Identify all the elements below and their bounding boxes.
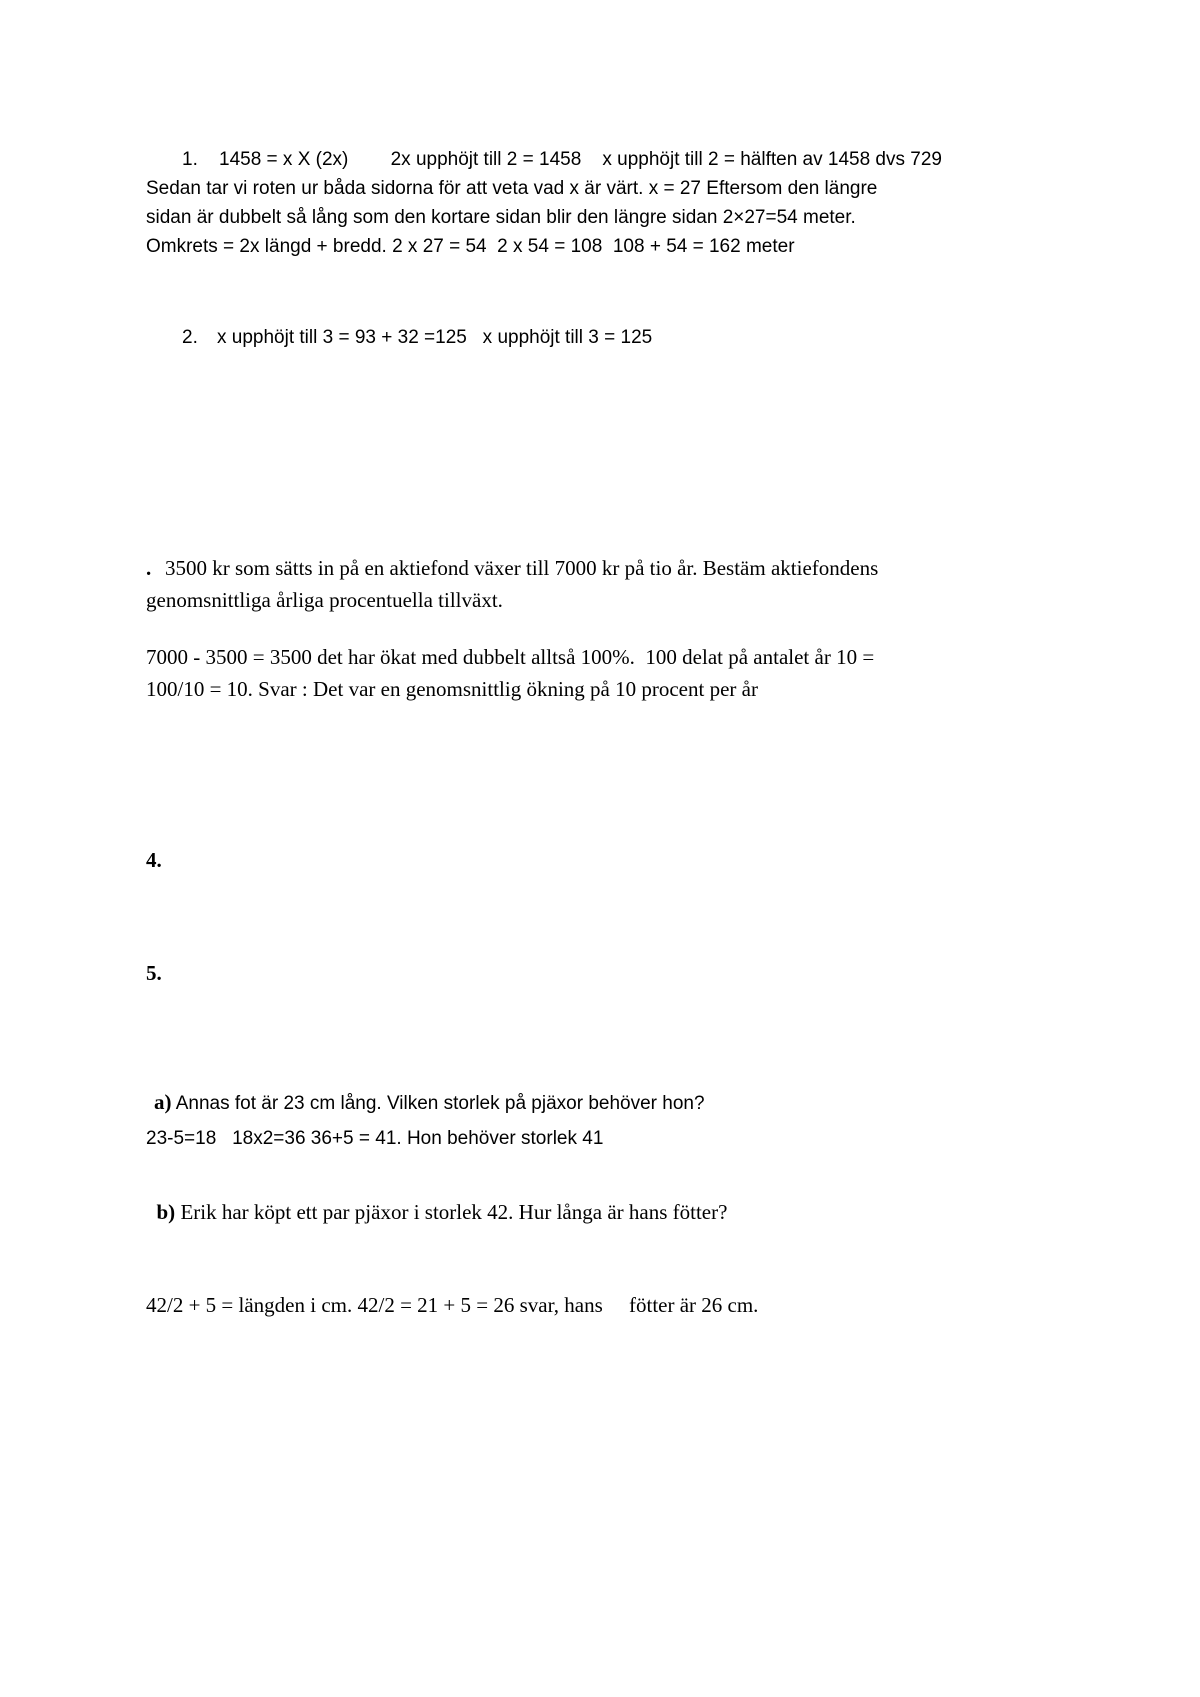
q5-b-answer: 42/2 + 5 = längden i cm. 42/2 = 21 + 5 = 26 svar, hans fötter är 26 cm.	[146, 1293, 759, 1317]
q5-number: 5.	[146, 961, 162, 985]
q4-number: 4.	[146, 848, 162, 872]
q1-line-2: Sedan tar vi roten ur båda sidorna för att veta vad x är värt. x = 27 Eftersom den längre	[146, 178, 878, 199]
q1-line-1: 1458 = x X (2x) 2x upphöjt till 2 = 1458 x upphöjt till 2 = hälften av 1458 dvs 729	[219, 149, 942, 170]
q5-a-answer: 23-5=18 18x2=36 36+5 = 41. Hon behöver storlek 41	[146, 1128, 604, 1149]
q2-line-1: x upphöjt till 3 = 93 + 32 =125 x upphöjt till 3 = 125	[217, 327, 653, 348]
q1-number: 1.	[182, 149, 198, 170]
q3-answer-line-2: 100/10 = 10. Svar : Det var en genomsnittlig ökning på 10 procent per år	[146, 677, 758, 701]
q3-question-line-2: genomsnittliga årliga procentuella tillväxt.	[146, 588, 503, 612]
q3-marker: .	[146, 556, 152, 580]
q3-answer-line-1: 7000 - 3500 = 3500 det har ökat med dubbelt alltså 100%. 100 delat på antalet år 10 =	[146, 645, 875, 669]
q3-question-line-1: 3500 kr som sätts in på en aktiefond växer till 7000 kr på tio år. Bestäm aktiefondens	[165, 556, 879, 580]
q5-a-label: a)	[154, 1090, 172, 1114]
q2-number: 2.	[182, 327, 198, 348]
q5-a-question	[146, 1076, 705, 1113]
q5-b-question-text: Erik har köpt ett par pjäxor i storlek 42. Hur långa är hans fötter?	[175, 1200, 728, 1224]
q1-line-4: Omkrets = 2x längd + bredd. 2 x 27 = 54 2 x 54 = 108 108 + 54 = 162 meter	[146, 236, 795, 257]
q5-b-question	[146, 1181, 727, 1223]
q5-a-question-text: Annas fot är 23 cm lång. Vilken storlek på pjäxor behöver hon?	[171, 1093, 705, 1114]
q1-line-3: sidan är dubbelt så lång som den kortare sidan blir den längre sidan 2×27=54 meter.	[146, 207, 856, 228]
q5-b-label: b)	[156, 1200, 176, 1224]
